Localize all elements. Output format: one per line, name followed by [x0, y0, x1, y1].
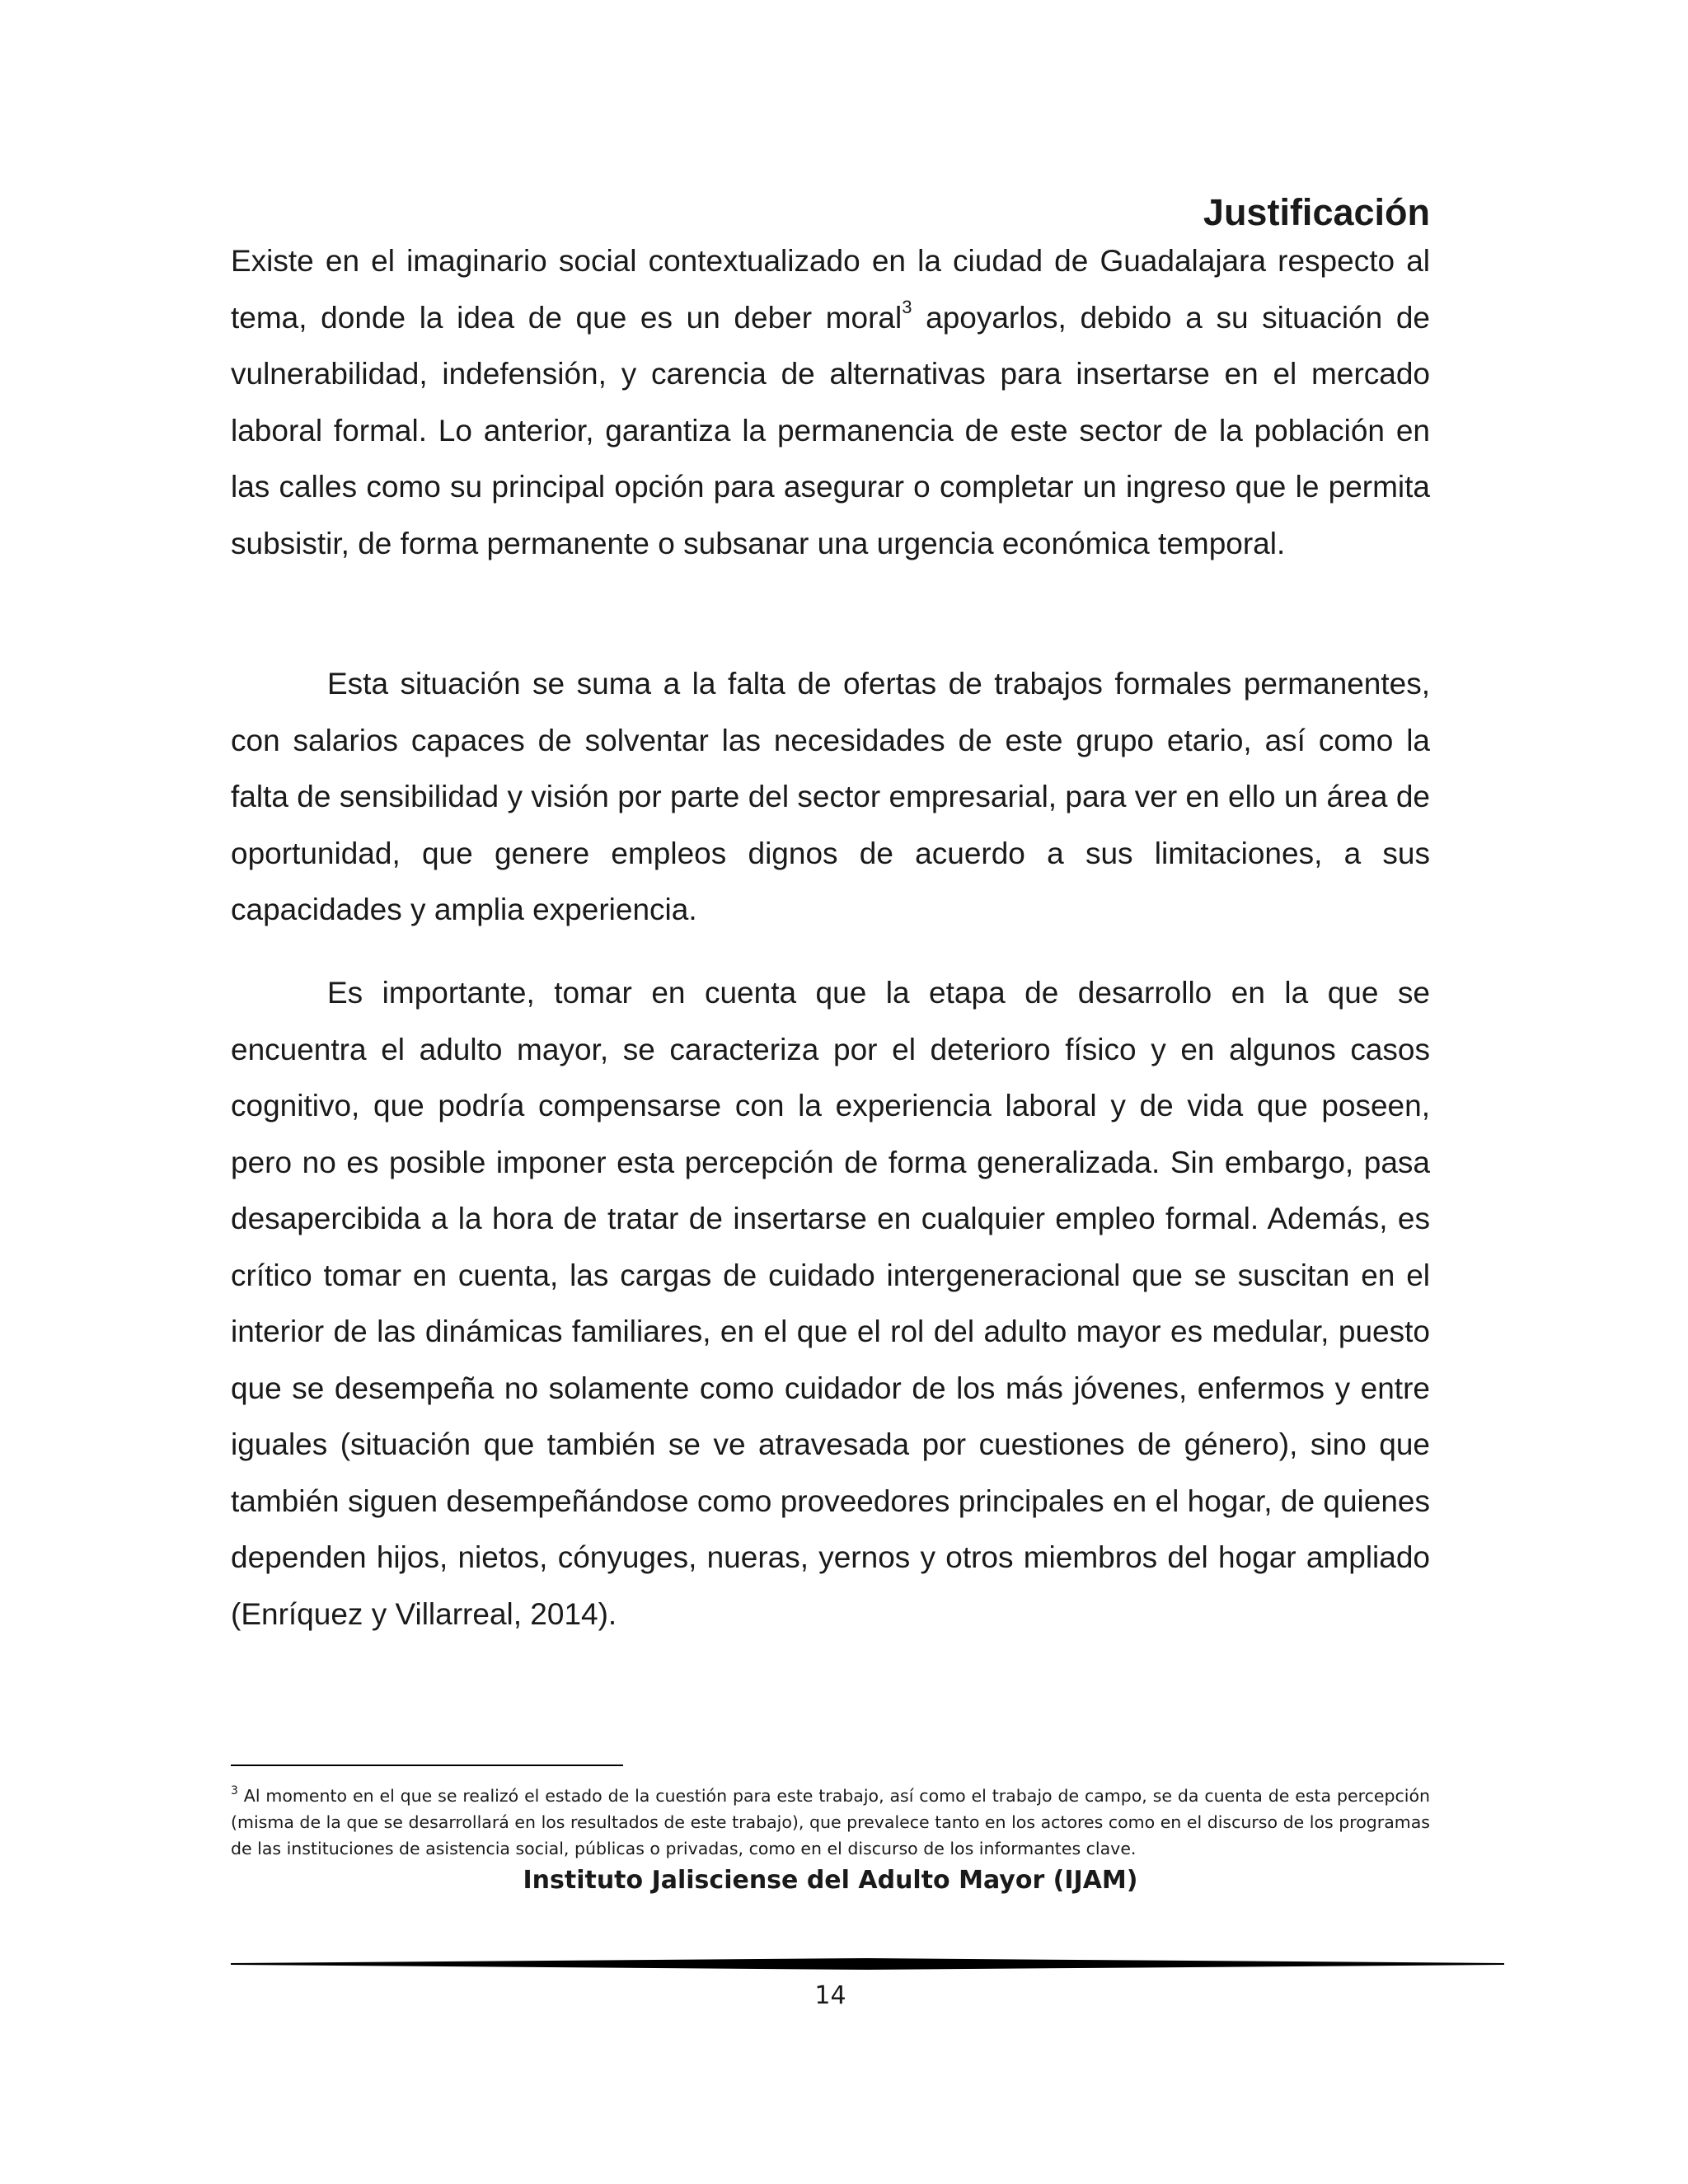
- footnote-number: 3: [231, 1784, 238, 1797]
- paragraph-1-text-start: Existe en el imaginario social contextualizado en la ciudad de Guadalajara respecto al tema, donde la idea de que es un deber moral: [231, 244, 1430, 335]
- footer-divider: [231, 1958, 1504, 1970]
- paragraph-1: [231, 233, 1430, 572]
- page-number: 14: [814, 1981, 846, 2010]
- paragraph-1-text-end: apoyarlos, debido a su situación de vulnerabilidad, indefensión, y carencia de alternativas para insertarse en el mercado laboral formal. Lo anterior, garantiza la permanencia de este sector de la población en las calles como su principal opción para asegurar o completar un ingreso que le permita subsistir, de forma permanente o subsanar una urgencia económica temporal.: [231, 300, 1430, 560]
- footnote-separator: [231, 1765, 623, 1766]
- section-heading: Justificación: [1203, 191, 1430, 233]
- footer-institution: Instituto Jalisciense del Adulto Mayor (IJAM): [523, 1866, 1138, 1895]
- footnote: [231, 1783, 1430, 1862]
- paragraph-2: Esta situación se suma a la falta de ofertas de trabajos formales permanentes, con salarios capaces de solventar las necesidades de este grupo etario, así como la falta de sensibilidad y visión por parte del sector empresarial, para ver en ello un área de oportunidad, que genere empleos dignos de acuerdo a sus limitaciones, a sus capacidades y amplia experiencia.: [231, 667, 1430, 926]
- paragraph-3: Es importante, tomar en cuenta que la etapa de desarrollo en la que se encuentra el adulto mayor, se caracteriza por el deterioro físico y en algunos casos cognitivo, que podría compensarse con la experiencia laboral y de vida que poseen, pero no es posible imponer esta percepción de forma generalizada. Sin embargo, pasa desapercibida a la hora de tratar de insertarse en cualquier empleo formal. Además, es crítico tomar en cuenta, las cargas de cuidado intergeneracional que se suscitan en el interior de las dinámicas familiares, en el que el rol del adulto mayor es medular, puesto que se desempeña no solamente como cuidador de los más jóvenes, enfermos y entre iguales (situación que también se ve atravesada por cuestiones de género), sino que también siguen desempeñándose como proveedores principales en el hogar, de quienes dependen hijos, nietos, cónyuges, nueras, yernos y otros miembros del hogar ampliado (Enríquez y Villarreal, 2014).: [231, 976, 1430, 1631]
- footnote-text: Al momento en el que se realizó el estado de la cuestión para este trabajo, así como el trabajo de campo, se da cuenta de esta percepción (misma de la que se desarrollará en los resultados de este trabajo), que prevalece tanto en los actores como en el discurso de los programas de las instituciones de asistencia social, públicas o privadas, como en el discurso de los informantes clave.: [231, 1786, 1430, 1858]
- footnote-reference[interactable]: 3: [902, 296, 912, 317]
